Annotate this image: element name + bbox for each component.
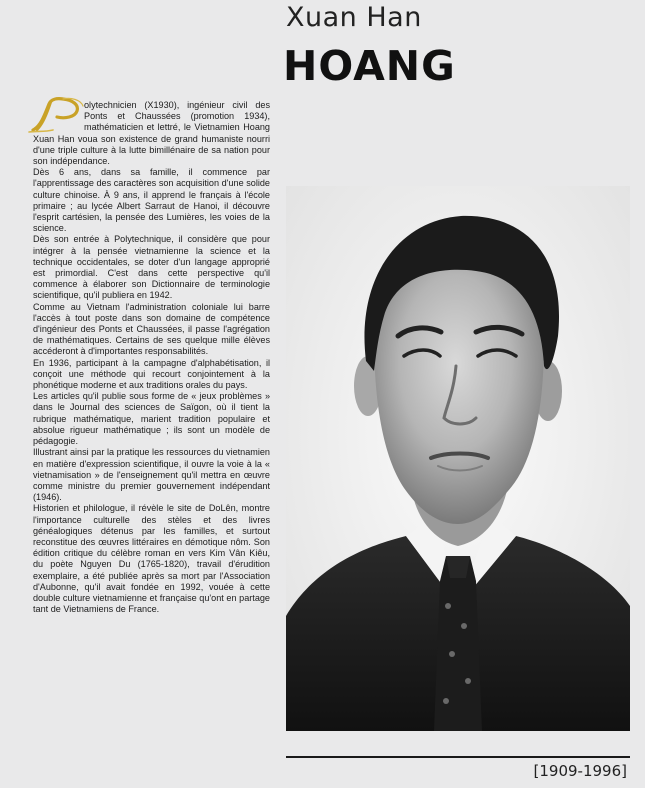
bio-paragraph: Dès son entrée à Polytechnique, il considère que pour intégrer à la pensée vietnamienne la science et la technique occidentales, se doter d'un langage approprié est primordial. C'est dans cette perspective qu'il commence à élaborer son Dictionnaire de terminologie scientifique, qu'il publiera en 1942. [33, 234, 270, 301]
bio-paragraph: Historien et philologue, il révèle le site de DoLên, montre l'importance culturelle des stèles et des livres généalogiques détenus par les familles, et surtout reconstitue des œuvres littéraires en démotique nôm. Son édition critique du célèbre roman en vers Kim Vân Kiêu, du poète Nguyen Du (1765-1820), travail d'érudition exemplaire, a été publiée après sa mort par l'Association d'Aubonne, qu'il avait fondée en 1992, vouée à cette double culture vietnamienne et française qu'ont en partage tant de Vietnamiens de France. [33, 503, 270, 615]
bio-paragraph: Illustrant ainsi par la pratique les ressources du vietnamien en matière d'expression scientifique, il ouvre la voie à la « vietnamisation » de l'enseignement qu'il mettra en œuvre comme ministre du premier gouvernement indépendant (1946). [33, 447, 270, 503]
portrait-illustration [286, 186, 630, 731]
footer-rule [286, 756, 630, 758]
last-name: HOANG [283, 42, 456, 90]
bio-paragraph: En 1936, participant à la campagne d'alphabétisation, il conçoit une méthode qui recourt conjointement à la phonétique moderne et aux traditions orales du pays. [33, 357, 270, 391]
bio-paragraph: Dès 6 ans, dans sa famille, il commence par l'apprentissage des caractères son acquisition d'une solide culture chinoise. À 9 ans, il apprend le français à l'école primaire ; au lycée Albert Sarraut de Hanoi, il découvre l'esprit cartésien, la pensée des Lumières, les voies de la science. [33, 167, 270, 234]
bio-paragraph: Comme au Vietnam l'administration coloniale lui barre l'accès à tout poste dans son domaine de compétence d'ingénieur des Ponts et Chaussées, il passe l'agrégation de mathématiques. Certains de ses quelque mille élèves accéderont à d'importantes responsabilités. [33, 301, 270, 357]
bio-paragraph: olytechnicien (X1930), ingénieur civil des Ponts et Chaussées (promotion 1934), mathématicien et lettré, le Vietnamien Hoang Xuan Han voua son existence de grand humaniste nourri d'une triple culture à la lutte bimillénaire de sa nation pour son indépendance. [33, 100, 270, 167]
life-dates: [1909-1996] [533, 762, 627, 780]
ornamental-dropcap [27, 100, 81, 132]
biography-column [33, 100, 270, 615]
first-name: Xuan Han [286, 2, 422, 33]
portrait-photo [286, 186, 630, 731]
dropcap-p-icon [27, 96, 85, 134]
bio-paragraph: Les articles qu'il publie sous forme de « jeux problèmes » dans le Journal des sciences de Saïgon, où il tient la rubrique mathématique, marient tradition populaire et absolue rigueur mathématique ; ils sont un modèle de pédagogie. [33, 391, 270, 447]
